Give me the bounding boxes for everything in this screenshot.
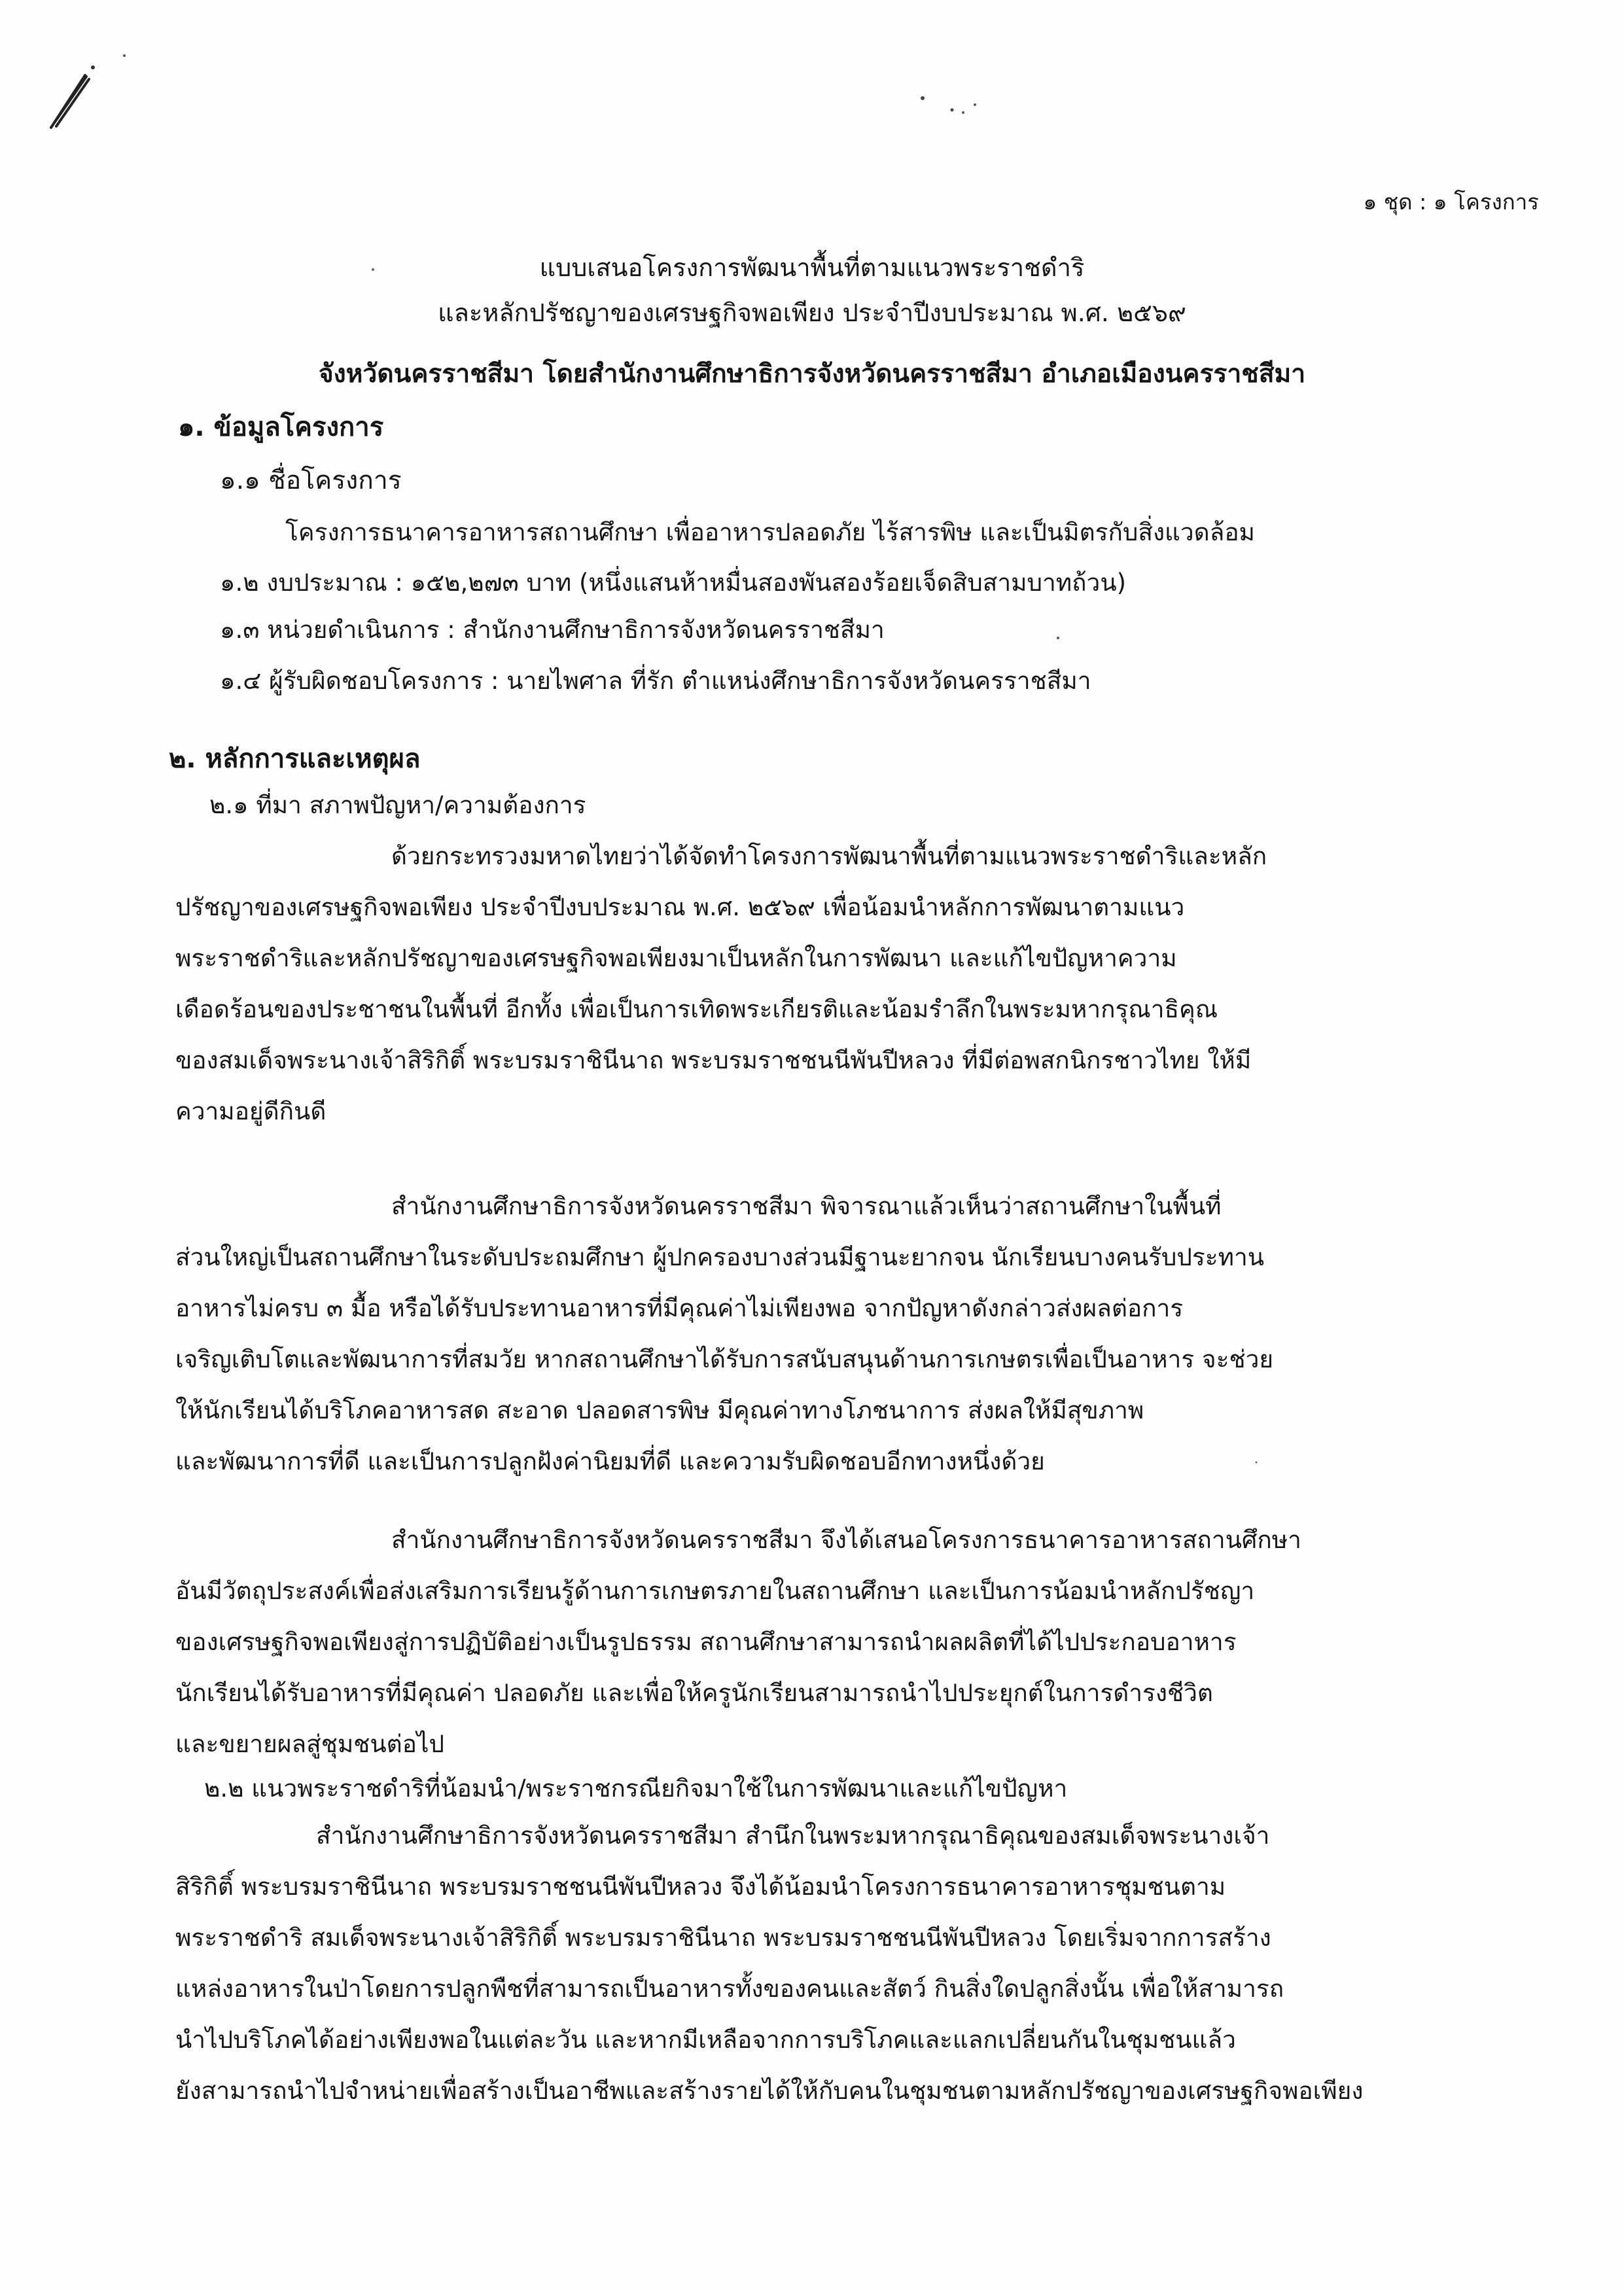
project-name: โครงการธนาคารอาหารสถานศึกษา เพื่ออาหารปลอดภัย ไร้สารพิษ และเป็นมิตรกับสิ่งแวดล้อม bbox=[285, 518, 1255, 546]
paragraph-line: ความอยู่ดีกินดี bbox=[175, 1097, 327, 1125]
paragraph-line: ยังสามารถนำไปจำหน่ายเพื่อสร้างเป็นอาชีพและสร้างรายได้ให้กับคนในชุมชนตามหลักปรัชญาของเศรษฐกิจพอเพียง bbox=[175, 2077, 1364, 2105]
document-title-line-3: จังหวัดนครราชสีมา โดยสำนักงานศึกษาธิการจังหวัดนครราชสีมา อำเภอเมืองนครราชสีมา bbox=[318, 359, 1306, 389]
paragraph-line: พระราชดำริและหลักปรัชญาของเศรษฐกิจพอเพียงมาเป็นหลักในการพัฒนา และแก้ไขปัญหาความ bbox=[175, 944, 1177, 972]
budget-line: ๑.๒ งบประมาณ : ๑๕๒,๒๗๓ บาท (หนึ่งแสนห้าหมื่นสองพันสองร้อยเจ็ดสิบสามบาทถ้วน) bbox=[220, 569, 1127, 597]
subsection-2-2-heading: ๒.๒ แนวพระราชดำริที่น้อมนำ/พระราชกรณียกิจมาใช้ในการพัฒนาและแก้ไขปัญหา bbox=[204, 1774, 1068, 1803]
paragraph-line: นำไปบริโภคได้อย่างเพียงพอในแต่ละวัน และหากมีเหลือจากการบริโภคและแลกเปลี่ยนกันในชุมชนแล้ว bbox=[175, 2026, 1236, 2054]
document-title-line-1: แบบเสนอโครงการพัฒนาพื้นที่ตามแนวพระราชดำริ bbox=[539, 253, 1085, 282]
document-title-line-2: และหลักปรัชญาของเศรษฐกิจพอเพียง ประจำปีงบประมาณ พ.ศ. ๒๕๖๙ bbox=[438, 298, 1186, 327]
agency-line: ๑.๓ หน่วยดำเนินการ : สำนักงานศึกษาธิการจังหวัดนครราชสีมา bbox=[220, 616, 885, 644]
paragraph-line: สำนักงานศึกษาธิการจังหวัดนครราชสีมา พิจารณาแล้วเห็นว่าสถานศึกษาในพื้นที่ bbox=[391, 1192, 1222, 1220]
responsible-line: ๑.๔ ผู้รับผิดชอบโครงการ : นายไพศาล ที่รัก ตำแหน่งศึกษาธิการจังหวัดนครราชสีมา bbox=[220, 667, 1091, 695]
paragraph-line: และพัฒนาการที่ดี และเป็นการปลูกฝังค่านิยมที่ดี และความรับผิดชอบอีกทางหนึ่งด้วย bbox=[175, 1447, 1045, 1475]
paragraph-royal-initiative bbox=[175, 1810, 1419, 2117]
subsection-1-1-heading: ๑.๑ ชื่อโครงการ bbox=[220, 466, 402, 495]
paragraph-background bbox=[175, 831, 1419, 1137]
subsection-2-1-heading: ๒.๑ ที่มา สภาพปัญหา/ความต้องการ bbox=[209, 791, 586, 819]
pen-scribble-mark bbox=[46, 62, 98, 134]
paragraph-line: สิริกิติ์ พระบรมราชินีนาถ พระบรมราชชนนีพันปีหลวง จึงได้น้อมนำโครงการธนาคารอาหารชุมชนตาม bbox=[175, 1873, 1226, 1901]
paragraph-proposal bbox=[175, 1515, 1419, 1770]
section-1-heading: ๑. ข้อมูลโครงการ bbox=[178, 412, 384, 442]
paragraph-line: พระราชดำริ สมเด็จพระนางเจ้าสิริกิติ์ พระบรมราชินีนาถ พระบรมราชชนนีพันปีหลวง โดยเริ่มจากการสร้าง bbox=[175, 1924, 1271, 1952]
paragraph-line: เดือดร้อนของประชาชนในพื้นที่ อีกทั้ง เพื่อเป็นการเทิดพระเกียรติและน้อมรำลึกในพระมหากรุณาธิคุณ bbox=[175, 995, 1218, 1023]
paragraph-line: และขยายผลสู่ชุมชนต่อไป bbox=[175, 1730, 445, 1758]
paragraph-problem bbox=[175, 1181, 1419, 1487]
paragraph-line: ของเศรษฐกิจพอเพียงสู่การปฏิบัติอย่างเป็นรูปธรรม สถานศึกษาสามารถนำผลผลิตที่ได้ไปประกอบอาหาร bbox=[175, 1628, 1237, 1656]
paragraph-line: อันมีวัตถุประสงค์เพื่อส่งเสริมการเรียนรู้ด้านการเกษตรภายในสถานศึกษา และเป็นการน้อมนำหลักปรัชญา bbox=[175, 1577, 1255, 1605]
paragraph-line: ให้นักเรียนได้บริโภคอาหารสด สะอาด ปลอดสารพิษ มีคุณค่าทางโภชนาการ ส่งผลให้มีสุขภาพ bbox=[175, 1396, 1144, 1424]
paragraph-line: ด้วยกระทรวงมหาดไทยว่าได้จัดทำโครงการพัฒนาพื้นที่ตามแนวพระราชดำริและหลัก bbox=[391, 842, 1267, 870]
paragraph-line: ปรัชญาของเศรษฐกิจพอเพียง ประจำปีงบประมาณ พ.ศ. ๒๕๖๙ เพื่อน้อมนำหลักการพัฒนาตามแนว bbox=[175, 893, 1185, 921]
paragraph-line: ของสมเด็จพระนางเจ้าสิริกิติ์ พระบรมราชินีนาถ พระบรมราชชนนีพันปีหลวง ที่มีต่อพสกนิกรชาวไทย ให้มี bbox=[175, 1046, 1252, 1074]
set-count-label: ๑ ชุด : ๑ โครงการ bbox=[1363, 189, 1539, 215]
paragraph-line: ส่วนใหญ่เป็นสถานศึกษาในระดับประถมศึกษา ผู้ปกครองบางส่วนมีฐานะยากจน นักเรียนบางคนรับประทาน bbox=[175, 1243, 1265, 1271]
paragraph-line: สำนักงานศึกษาธิการจังหวัดนครราชสีมา จึงได้เสนอโครงการธนาคารอาหารสถานศึกษา bbox=[391, 1526, 1301, 1554]
section-2-heading: ๒. หลักการและเหตุผล bbox=[169, 744, 421, 774]
paragraph-line: แหล่งอาหารในป่าโดยการปลูกพืชที่สามารถเป็นอาหารทั้งของคนและสัตว์ กินสิ่งใดปลูกสิ่งนั้น เพื่อให้สามารถ bbox=[175, 1975, 1284, 2003]
paragraph-line: อาหารไม่ครบ ๓ มื้อ หรือได้รับประทานอาหารที่มีคุณค่าไม่เพียงพอ จากปัญหาดังกล่าวส่งผลต่อการ bbox=[175, 1294, 1184, 1322]
paragraph-line: นักเรียนได้รับอาหารที่มีคุณค่า ปลอดภัย และเพื่อให้ครูนักเรียนสามารถนำไปประยุกต์ในการดำรงชีวิต bbox=[175, 1679, 1213, 1707]
paragraph-line: เจริญเติบโตและพัฒนาการที่สมวัย หากสถานศึกษาได้รับการสนับสนุนด้านการเกษตรเพื่อเป็นอาหาร จะช่วย bbox=[175, 1345, 1274, 1373]
paragraph-line: สำนักงานศึกษาธิการจังหวัดนครราชสีมา สำนึกในพระมหากรุณาธิคุณของสมเด็จพระนางเจ้า bbox=[316, 1822, 1270, 1850]
